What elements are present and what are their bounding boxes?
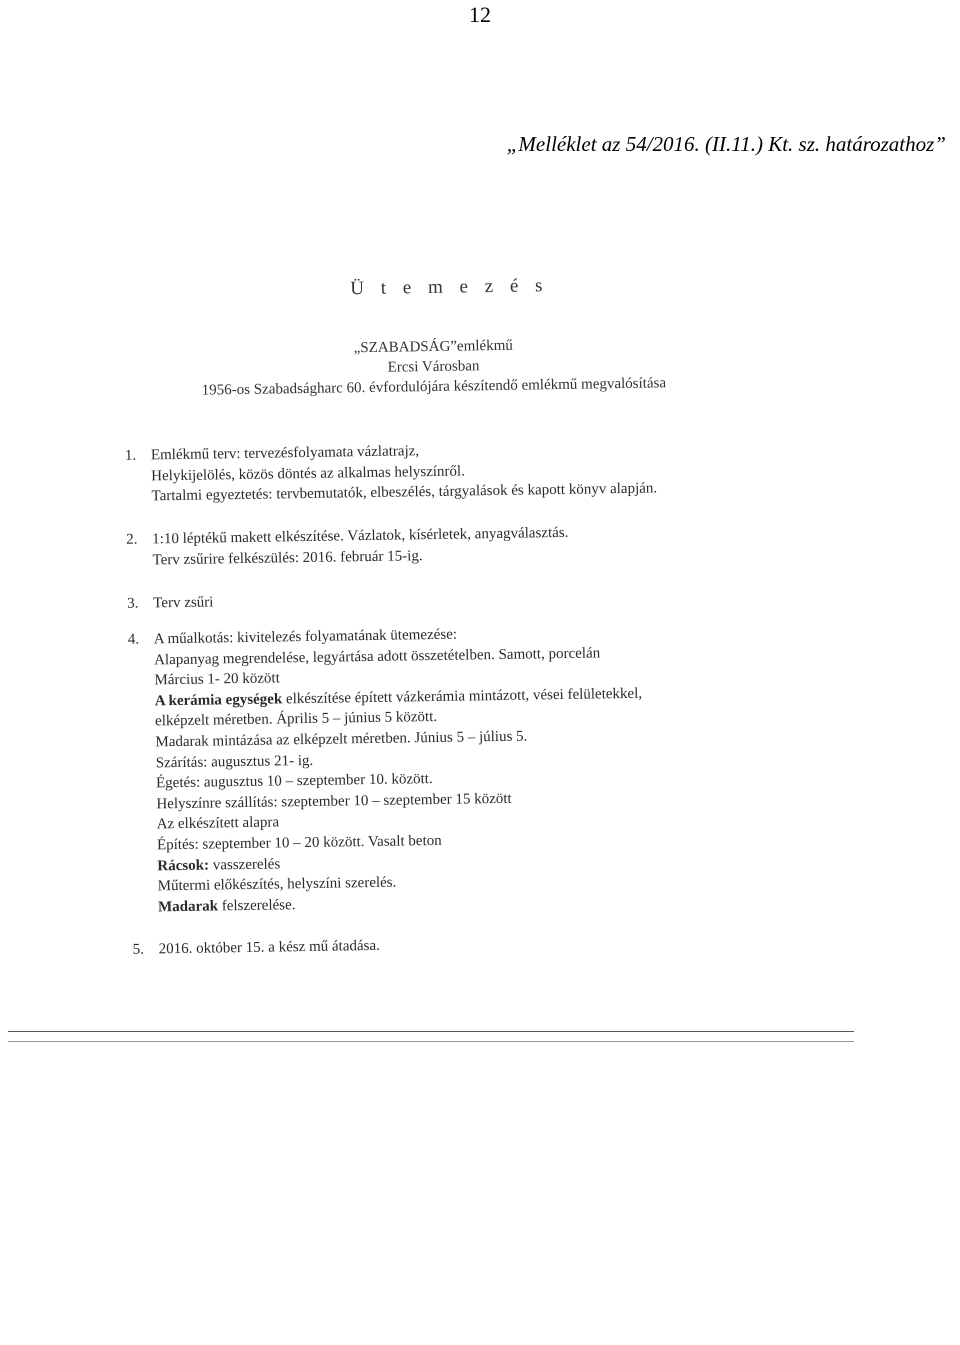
item-line: Terv zsűrire felkészülés: 2016. február 15-ig. — [152, 547, 423, 568]
item-line: Égetés: augusztus 10 – szeptember 10. között. — [155, 771, 433, 792]
item-line: 1:10 léptékű makett elkészítése. Vázlatok, kísérletek, anyagválasztás. — [152, 524, 569, 548]
page-number: 12 — [469, 2, 491, 27]
schedule-item-3 — [127, 584, 757, 614]
schedule-item-4 — [128, 620, 762, 918]
title-line: 1956-os Szabadságharc 60. évfordulójára készítendő emlékmű megvalósítása — [201, 375, 667, 399]
item-line: Szárítás: augusztus 21- ig. — [155, 752, 314, 771]
separator-line — [8, 1031, 854, 1032]
schedule-item-1 — [125, 436, 756, 508]
item-number: 1. — [124, 447, 137, 464]
item-line: Helykijelölés, közös döntés az alkalmas helyszínről. — [151, 463, 465, 485]
schedule-item-5 — [133, 930, 763, 960]
item-line-rest: felszerelése. — [221, 896, 296, 915]
item-number: 3. — [127, 595, 139, 612]
item-line: Terv zsűri — [153, 594, 214, 612]
item-line: Március 1- 20 között — [154, 670, 280, 689]
document-heading: Ü t e m e z é s — [350, 275, 549, 300]
title-line: Ercsi Városban — [387, 358, 480, 376]
document-title-block — [153, 333, 714, 402]
item-number: 4. — [127, 631, 140, 648]
item-line: elképzelt méretben. Április 5 – június 5 között. — [154, 709, 438, 730]
bold-prefix: Rácsok: — [157, 857, 210, 874]
item-number: 5. — [132, 941, 145, 958]
item-line: Madarak mintázása az elképzelt méretben. Június 5 – július 5. — [155, 728, 528, 751]
item-line: Helyszínre szállítás: szeptember 10 – szeptember 15 között — [156, 790, 512, 813]
bold-prefix: Madarak — [157, 898, 219, 916]
item-line: Építés: szeptember 10 – 20 között. Vasalt beton — [156, 832, 442, 854]
attachment-title: „Melléklet az 54/2016. (II.11.) Kt. sz. határozathoz” — [506, 132, 946, 156]
item-line-rest: elkészítése épített vázkerámia mintázott, vései felületekkel, — [285, 685, 643, 708]
item-line: Alapanyag megrendelése, legyártása adott összetételben. Samott, porcelán — [154, 644, 601, 668]
item-line: 2016. október 15. a kész mű átadása. — [158, 937, 380, 958]
schedule-item-2 — [126, 520, 757, 571]
scanned-document — [112, 260, 763, 960]
title-line: „SZABADSÁG”emlékmű — [353, 337, 513, 357]
item-line: Műtermi előkészítés, helyszíni szerelés. — [157, 874, 397, 895]
bold-prefix: A kerámia egységek — [154, 691, 283, 710]
item-line: A műalkotás: kivitelezés folyamatának ütemezése: — [153, 626, 458, 648]
separator-line — [8, 1041, 854, 1042]
item-line: Tartalmi egyeztetés: tervbemutatók, elbeszélés, tárgyalások és kapott könyv alapján. — [151, 480, 658, 505]
item-line-rest: vasszerelés — [212, 855, 281, 874]
item-line: Az elkészített alapra — [156, 814, 280, 833]
item-number: 2. — [126, 531, 138, 548]
item-line: Emlékmű terv: tervezésfolyamata vázlatrajz, — [150, 443, 420, 464]
